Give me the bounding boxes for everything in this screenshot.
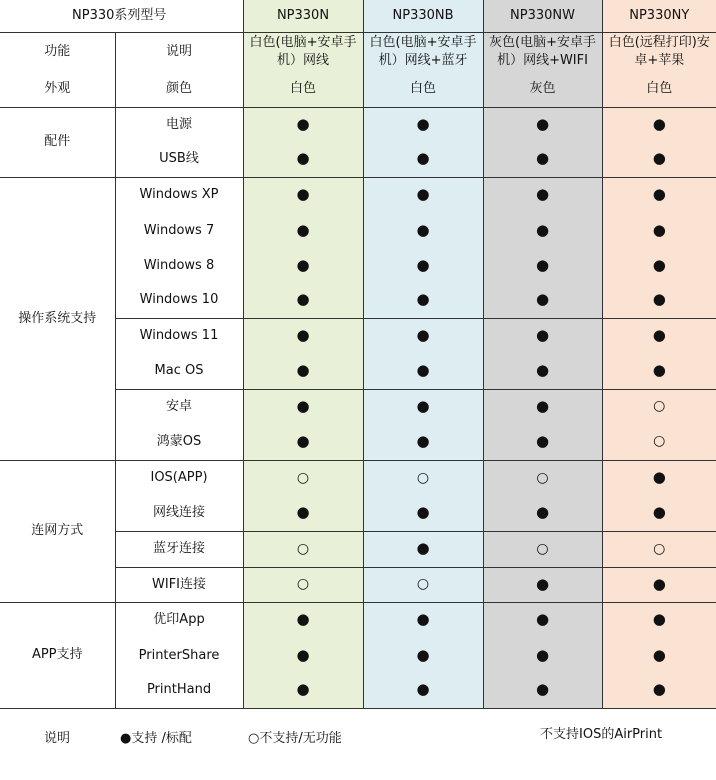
support-cell: [602, 142, 716, 177]
support-cell: [602, 496, 716, 531]
unsupported-circle-icon: ○: [416, 469, 430, 486]
support-cell: [602, 213, 716, 248]
support-cell: [483, 107, 602, 142]
support-cell: [363, 318, 483, 354]
supported-dot-icon: ●: [416, 255, 430, 274]
supported-dot-icon: ●: [652, 255, 666, 274]
color-value: 白色: [602, 72, 716, 107]
row-sublabel: 颜色: [115, 72, 243, 107]
supported-dot-icon: ●: [296, 114, 310, 133]
supported-dot-icon: ●: [296, 149, 310, 168]
support-cell: [602, 107, 716, 142]
support-cell: [363, 496, 483, 531]
supported-dot-icon: ●: [296, 645, 310, 664]
support-cell: [363, 389, 483, 424]
supported-dot-icon: ●: [652, 645, 666, 664]
feature-name: 网线连接: [115, 496, 243, 531]
support-cell: [243, 283, 363, 318]
supported-dot-icon: ●: [652, 220, 666, 239]
feature-name: 电源: [115, 107, 243, 142]
supported-dot-icon: ●: [652, 326, 666, 345]
appearance-row: [0, 72, 716, 107]
function-row: [0, 32, 716, 72]
support-cell: [602, 460, 716, 496]
supported-dot-icon: ●: [652, 185, 666, 204]
supported-dot-icon: ●: [296, 396, 310, 415]
support-cell: [243, 673, 363, 708]
unsupported-circle-icon: ○: [296, 469, 310, 486]
supported-dot-icon: ●: [416, 185, 430, 204]
supported-dot-icon: ●: [296, 361, 310, 380]
support-cell: [483, 177, 602, 213]
unsupported-circle-icon: ○: [296, 540, 310, 557]
supported-dot-icon: ●: [652, 361, 666, 380]
supported-dot-icon: ●: [416, 361, 430, 380]
feature-name: Windows 11: [115, 318, 243, 354]
support-cell: [602, 531, 716, 567]
support-cell: [602, 283, 716, 318]
legend-supported: ●支持 /标配: [120, 731, 192, 746]
support-cell: [243, 389, 363, 424]
support-cell: [602, 318, 716, 354]
color-value: 白色: [363, 72, 483, 107]
support-cell: [602, 638, 716, 673]
support-cell: [483, 248, 602, 283]
function-value: 白色(远程打印)安卓+苹果: [602, 32, 716, 72]
unsupported-circle-icon: ○: [653, 433, 666, 450]
model-header: NP330N: [243, 0, 363, 32]
feature-name: Windows 8: [115, 248, 243, 283]
support-cell: [483, 602, 602, 638]
supported-dot-icon: ●: [296, 503, 310, 522]
supported-dot-icon: ●: [652, 290, 666, 309]
supported-dot-icon: ●: [296, 680, 310, 699]
supported-dot-icon: ●: [652, 468, 666, 487]
feature-name: PrinterShare: [115, 638, 243, 673]
support-cell: [602, 673, 716, 708]
support-cell: [363, 531, 483, 567]
support-cell: [243, 567, 363, 602]
supported-dot-icon: ●: [416, 326, 430, 345]
support-cell: [363, 424, 483, 460]
legend: [0, 708, 716, 761]
support-cell: [243, 177, 363, 213]
supported-dot-icon: ●: [416, 220, 430, 239]
supported-dot-icon: ●: [535, 114, 550, 133]
supported-dot-icon: ●: [652, 680, 666, 699]
support-cell: [602, 567, 716, 602]
support-cell: [483, 354, 602, 389]
support-cell: [483, 142, 602, 177]
support-cell: [602, 248, 716, 283]
feature-name: IOS(APP): [115, 460, 243, 496]
supported-dot-icon: ●: [535, 149, 550, 168]
support-cell: [483, 213, 602, 248]
supported-dot-icon: ●: [416, 149, 430, 168]
feature-name: Windows XP: [115, 177, 243, 213]
support-cell: [243, 318, 363, 354]
feature-name: WIFI连接: [115, 567, 243, 602]
support-cell: [483, 496, 602, 531]
group-label: 配件: [0, 107, 115, 177]
support-cell: [363, 142, 483, 177]
model-header: NP330NB: [363, 0, 483, 32]
row-label: 功能: [0, 32, 115, 72]
supported-dot-icon: ●: [296, 185, 310, 204]
feature-name: Mac OS: [115, 354, 243, 389]
supported-dot-icon: ●: [416, 680, 430, 699]
supported-dot-icon: ●: [296, 326, 310, 345]
model-header: NP330NY: [602, 0, 716, 32]
group-label: APP支持: [0, 602, 115, 708]
support-cell: [483, 673, 602, 708]
unsupported-circle-icon: ○: [416, 576, 430, 592]
support-cell: [243, 496, 363, 531]
color-value: 白色: [243, 72, 363, 107]
support-cell: [243, 142, 363, 177]
support-cell: [602, 354, 716, 389]
support-cell: [243, 107, 363, 142]
supported-dot-icon: ●: [652, 574, 666, 593]
supported-dot-icon: ●: [535, 645, 550, 664]
supported-dot-icon: ●: [416, 431, 430, 450]
legend-note: 不支持IOS的AirPrint: [540, 727, 663, 742]
legend-label: 说明: [44, 731, 71, 746]
supported-dot-icon: ●: [535, 185, 550, 204]
supported-dot-icon: ●: [652, 503, 666, 522]
feature-row: [0, 460, 716, 496]
function-value: 灰色(电脑+安卓手机）网线+WIFI: [483, 32, 602, 72]
supported-dot-icon: ●: [416, 290, 430, 309]
function-value: 白色(电脑+安卓手机）网线: [243, 32, 363, 72]
support-cell: [602, 389, 716, 424]
support-cell: [243, 248, 363, 283]
feature-name: Windows 7: [115, 213, 243, 248]
support-cell: [483, 318, 602, 354]
feature-name: 蓝牙连接: [115, 531, 243, 567]
header-row: [0, 0, 716, 32]
support-cell: [363, 460, 483, 496]
support-cell: [602, 602, 716, 638]
support-cell: [363, 107, 483, 142]
supported-dot-icon: ●: [416, 539, 430, 557]
support-cell: [243, 213, 363, 248]
supported-dot-icon: ●: [535, 503, 550, 522]
support-cell: [363, 354, 483, 389]
feature-row: [0, 107, 716, 142]
supported-dot-icon: ●: [535, 680, 550, 699]
feature-name: 优印App: [115, 602, 243, 638]
supported-dot-icon: ●: [652, 610, 666, 629]
support-cell: [483, 638, 602, 673]
support-cell: [243, 460, 363, 496]
support-cell: [243, 638, 363, 673]
legend-unsupported: ○不支持/无功能: [248, 731, 342, 746]
support-cell: [363, 638, 483, 673]
supported-dot-icon: ●: [535, 326, 550, 345]
supported-dot-icon: ●: [416, 396, 430, 415]
supported-dot-icon: ●: [296, 290, 310, 309]
supported-dot-icon: ●: [296, 220, 310, 239]
color-value: 灰色: [483, 72, 602, 107]
supported-dot-icon: ●: [416, 610, 430, 629]
group-label: 连网方式: [0, 460, 115, 602]
series-title: NP330系列型号: [72, 7, 167, 23]
supported-dot-icon: ●: [535, 361, 550, 380]
support-cell: [363, 213, 483, 248]
row-label: 外观: [44, 81, 71, 97]
group-label: 操作系统支持: [0, 177, 115, 460]
support-cell: [483, 283, 602, 318]
model-header: NP330NW: [483, 0, 602, 32]
supported-dot-icon: ●: [535, 396, 550, 415]
function-value: 白色(电脑+安卓手机）网线+蓝牙: [363, 32, 483, 72]
support-cell: [243, 424, 363, 460]
feature-name: Windows 10: [115, 283, 243, 318]
supported-dot-icon: ●: [652, 114, 666, 133]
support-cell: [243, 602, 363, 638]
support-cell: [483, 531, 602, 567]
supported-dot-icon: ●: [535, 220, 550, 239]
unsupported-circle-icon: ○: [296, 576, 310, 592]
support-cell: [363, 673, 483, 708]
feature-row: [0, 177, 716, 213]
supported-dot-icon: ●: [416, 114, 430, 133]
supported-dot-icon: ●: [535, 290, 550, 309]
support-cell: [363, 283, 483, 318]
supported-dot-icon: ●: [535, 574, 550, 593]
supported-dot-icon: ●: [535, 431, 550, 450]
supported-dot-icon: ●: [296, 431, 310, 450]
row-sublabel: 说明: [115, 32, 243, 72]
supported-dot-icon: ●: [296, 610, 310, 629]
feature-name: 鸿蒙OS: [115, 424, 243, 460]
unsupported-circle-icon: ○: [653, 540, 666, 557]
support-cell: [483, 424, 602, 460]
feature-name: USB线: [115, 142, 243, 177]
supported-dot-icon: ●: [416, 645, 430, 664]
support-cell: [363, 567, 483, 602]
support-cell: [363, 248, 483, 283]
support-cell: [363, 177, 483, 213]
supported-dot-icon: ●: [296, 255, 310, 274]
unsupported-circle-icon: ○: [536, 469, 549, 486]
supported-dot-icon: ●: [416, 503, 430, 522]
support-cell: [243, 531, 363, 567]
support-cell: [602, 424, 716, 460]
feature-name: 安卓: [115, 389, 243, 424]
supported-dot-icon: ●: [535, 255, 550, 274]
supported-dot-icon: ●: [535, 610, 550, 629]
unsupported-circle-icon: ○: [536, 540, 549, 557]
feature-name: PrintHand: [115, 673, 243, 708]
support-cell: [243, 354, 363, 389]
support-cell: [602, 177, 716, 213]
feature-row: [0, 602, 716, 638]
supported-dot-icon: ●: [652, 149, 666, 168]
unsupported-circle-icon: ○: [653, 398, 666, 415]
support-cell: [483, 460, 602, 496]
support-cell: [363, 602, 483, 638]
support-cell: [483, 389, 602, 424]
support-cell: [483, 567, 602, 602]
